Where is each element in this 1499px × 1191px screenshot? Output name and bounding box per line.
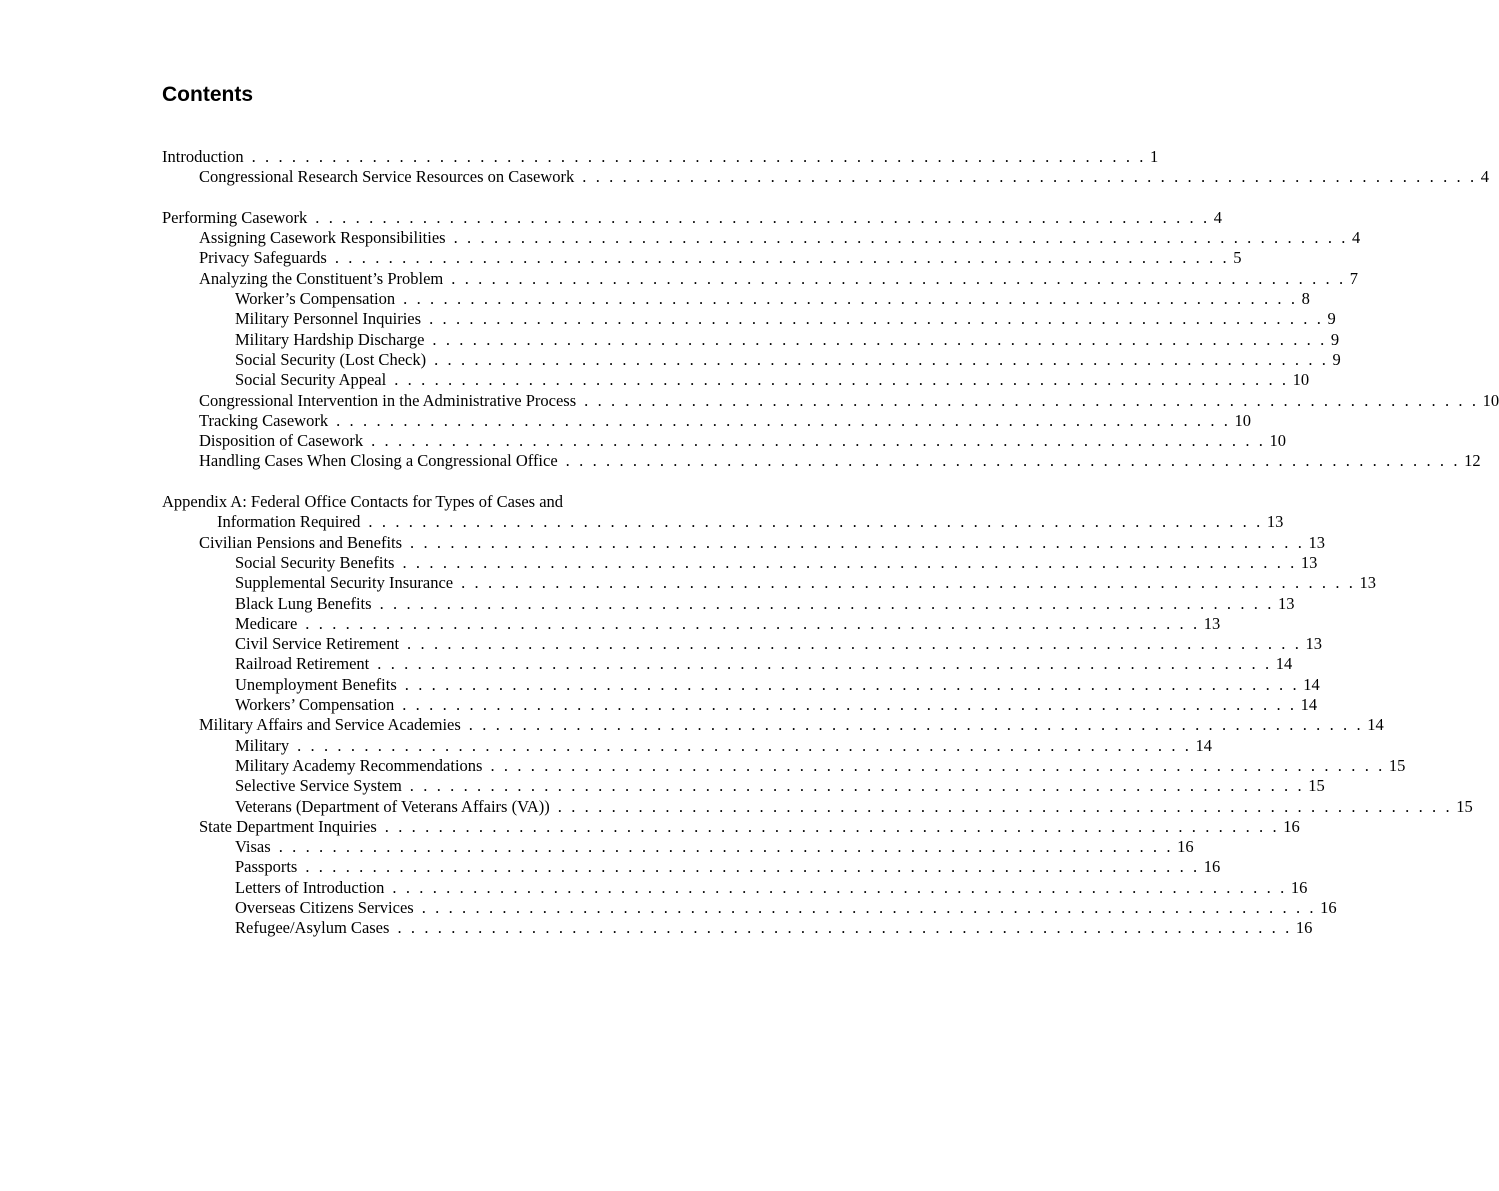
dot-leader: . . . . . . . . . . . . . . . . . . . . . . . . . . . . . . . . . . . . . . . . . . . . . . . . . . . . . . . . . . . . . . . . . . . (402, 552, 1297, 572)
toc-entry-privacy[interactable] (162, 248, 1242, 268)
dot-leader: . . . . . . . . . . . . . . . . . . . . . . . . . . . . . . . . . . . . . . . . . . . . . . . . . . . . . . . . . . . . . . . . . . . (278, 837, 1174, 857)
dot-leader: . . . . . . . . . . . . . . . . . . . . . . . . . . . . . . . . . . . . . . . . . . . . . . . . . . . . . . . . . . . . . . . . . . . (461, 573, 1356, 593)
toc-entry-analyzing[interactable] (162, 268, 1358, 289)
toc-entry-label: Introduction (162, 147, 244, 166)
toc-page-number: 8 (1301, 289, 1310, 309)
toc-entry-label: Privacy Safeguards (199, 248, 327, 268)
toc-page-number: 13 (1359, 573, 1377, 593)
dot-leader: . . . . . . . . . . . . . . . . . . . . . . . . . . . . . . . . . . . . . . . . . . . . . . . . . . . . . . . . . . . . . . . . . . . (392, 877, 1287, 897)
toc-entry-label: Workers’ Compensation (235, 695, 395, 715)
toc-page-number: 14 (1303, 674, 1320, 694)
toc-entry-label: Social Security Benefits (235, 552, 395, 572)
dot-leader: . . . . . . . . . . . . . . . . . . . . . . . . . . . . . . . . . . . . . . . . . . . . . . . . . . . . . . . . . . . . . . . . . . . (397, 918, 1292, 938)
toc-entry-label: Handling Cases When Closing a Congressional Office (199, 451, 558, 471)
toc-entry-military[interactable] (162, 735, 1213, 756)
toc-entry-refugee-asylum[interactable] (162, 918, 1313, 938)
dot-leader: . . . . . . . . . . . . . . . . . . . . . . . . . . . . . . . . . . . . . . . . . . . . . . . . . . . . . . . . . . . . . . . . . . . (429, 309, 1324, 329)
dot-leader: . . . . . . . . . . . . . . . . . . . . . . . . . . . . . . . . . . . . . . . . . . . . . . . . . . . . . . . . . . . . . . . . . . . (384, 816, 1280, 836)
toc-entry-label: Selective Service System (235, 776, 402, 796)
toc-entry-label: Medicare (235, 613, 298, 633)
dot-leader: . . . . . . . . . . . . . . . . . . . . . . . . . . . . . . . . . . . . . . . . . . . . . . . . . . . . . . . . . . . . . . . . . . . (305, 857, 1200, 877)
dot-leader: . . . . . . . . . . . . . . . . . . . . . . . . . . . . . . . . . . . . . . . . . . . . . . . . . . . . . . . . . . . . . . . . . . . (404, 674, 1300, 694)
toc-entry-closing-office[interactable] (162, 451, 1481, 471)
toc-entry-introduction[interactable] (162, 147, 1159, 167)
toc-page-number: 7 (1349, 268, 1358, 288)
toc-entry-visas[interactable] (162, 837, 1194, 857)
dot-leader: . . . . . . . . . . . . . . . . . . . . . . . . . . . . . . . . . . . . . . . . . . . . . . . . . . . . . . . . . . . . . . . . . . . (432, 329, 1327, 349)
toc-page-number: 4 (1480, 167, 1489, 187)
dot-leader: . . . . . . . . . . . . . . . . . . . . . . . . . . . . . . . . . . . . . . . . . . . . . . . . . . . . . . . . . . . . . . . . . . . (490, 755, 1385, 775)
dot-leader: . . . . . . . . . . . . . . . . . . . . . . . . . . . . . . . . . . . . . . . . . . . . . . . . . . . . . . . . . . . . . . . . . . . (368, 512, 1263, 532)
toc-page-number: 14 (1367, 715, 1384, 735)
toc-page-number: 1 (1150, 147, 1159, 166)
toc-page-number: 10 (1269, 431, 1287, 451)
toc-page-number: 9 (1332, 349, 1341, 369)
dot-leader: . . . . . . . . . . . . . . . . . . . . . . . . . . . . . . . . . . . . . . . . . . . . . . . . . . . . . . . . . . . . . . . . . . . (557, 796, 1453, 816)
toc-entry-tracking[interactable] (162, 410, 1252, 431)
toc-page-number: 13 (1305, 634, 1322, 654)
toc-entry-label: Congressional Research Service Resources on Casework (199, 167, 575, 187)
toc-page-number: 13 (1203, 613, 1221, 633)
dot-leader: . . . . . . . . . . . . . . . . . . . . . . . . . . . . . . . . . . . . . . . . . . . . . . . . . . . . . . . . . . . . . . . . . . . (315, 207, 1210, 227)
dot-leader: . . . . . . . . . . . . . . . . . . . . . . . . . . . . . . . . . . . . . . . . . . . . . . . . . . . . . . . . . . . . . . . . . . . (403, 289, 1298, 309)
toc-entry-label: Performing Casework (162, 207, 308, 227)
toc-entry-academy-recommendations[interactable] (162, 755, 1406, 776)
toc-page-number: 10 (1234, 410, 1252, 430)
toc-entry-label: Social Security Appeal (235, 370, 387, 390)
toc-page-number: 16 (1320, 897, 1337, 917)
dot-leader: . . . . . . . . . . . . . . . . . . . . . . . . . . . . . . . . . . . . . . . . . . . . . . . . . . . . . . . . . . . . . . . . . . . (336, 410, 1231, 430)
toc-entry-ssi[interactable] (162, 573, 1377, 593)
toc-page-number: 16 (1290, 877, 1308, 897)
toc-entry-civilian-pensions[interactable] (162, 532, 1325, 553)
toc-page-number: 10 (1292, 370, 1310, 390)
toc-entry-label: Social Security (Lost Check) (235, 349, 427, 369)
toc-entry-label: Supplemental Security Insurance (235, 573, 454, 593)
toc-entry-overseas-citizens[interactable] (162, 897, 1337, 918)
toc-entry-crs-resources[interactable] (162, 167, 1489, 187)
toc-entry-label: Refugee/Asylum Cases (235, 918, 390, 938)
toc-page-number: 4 (1352, 228, 1361, 248)
toc-page-number: 9 (1330, 329, 1340, 349)
toc-page-number: 13 (1300, 552, 1318, 572)
toc-page-number: 16 (1177, 837, 1194, 857)
toc-page-number: 15 (1308, 776, 1325, 796)
toc-entry-label: Letters of Introduction (235, 877, 385, 897)
toc-page-number: 14 (1195, 735, 1213, 755)
dot-leader: . . . . . . . . . . . . . . . . . . . . . . . . . . . . . . . . . . . . . . . . . . . . . . . . . . . . . . . . . . . . . . . . . . . (334, 248, 1230, 268)
dot-leader: . . . . . . . . . . . . . . . . . . . . . . . . . . . . . . . . . . . . . . . . . . . . . . . . . . . . . . . . . . . . . . . . . . . (402, 695, 1297, 715)
toc-entry-label: Military Academy Recommendations (235, 755, 483, 775)
dot-leader: . . . . . . . . . . . . . . . . . . . . . . . . . . . . . . . . . . . . . . . . . . . . . . . . . . . . . . . . . . . . . . . . . . . (407, 634, 1302, 654)
dot-leader: . . . . . . . . . . . . . . . . . . . . . . . . . . . . . . . . . . . . . . . . . . . . . . . . . . . . . . . . . . . . . . . . . . . (410, 532, 1305, 552)
toc-entry-military-personnel[interactable] (162, 309, 1336, 329)
dot-leader: . . . . . . . . . . . . . . . . . . . . . . . . . . . . . . . . . . . . . . . . . . . . . . . . . . . . . . . . . . . . . . . . . . . (421, 897, 1317, 917)
dot-leader: . . . . . . . . . . . . . . . . . . . . . . . . . . . . . . . . . . . . . . . . . . . . . . . . . . . . . . . . . . . . . . . . . . . (453, 228, 1349, 248)
toc-entry-ss-lost-check[interactable] (162, 349, 1341, 370)
toc-entry-ss-benefits[interactable] (162, 552, 1318, 573)
toc-entry-medicare[interactable] (162, 613, 1221, 634)
toc-entry-passports[interactable] (162, 857, 1221, 877)
toc-entry-appendix-a-line1[interactable] (162, 492, 759, 512)
toc-entry-label: Tracking Casework (199, 410, 329, 430)
dot-leader: . . . . . . . . . . . . . . . . . . . . . . . . . . . . . . . . . . . . . . . . . . . . . . . . . . . . . . . . . . . . . . . . . . . (451, 268, 1346, 288)
toc-page-number: 9 (1327, 309, 1336, 329)
table-of-contents (162, 147, 1499, 939)
toc-entry-black-lung[interactable] (162, 593, 1295, 614)
dot-leader: . . . . . . . . . . . . . . . . . . . . . . . . . . . . . . . . . . . . . . . . . . . . . . . . . . . . . . . . . . . . . . . . . . . (565, 451, 1461, 471)
toc-entry-label: Appendix A: Federal Office Contacts for Types of Cases and (162, 492, 564, 512)
toc-entry-label: Black Lung Benefits (235, 593, 372, 613)
section-spacer (162, 472, 759, 492)
toc-entry-congressional-intervention[interactable] (162, 390, 1499, 411)
toc-entry-railroad[interactable] (162, 654, 1293, 674)
toc-entry-label: Veterans (Department of Veterans Affairs (VA)) (235, 796, 550, 816)
toc-page-number: 12 (1464, 451, 1481, 471)
toc-page-number: 4 (1213, 207, 1222, 227)
toc-entry-appendix-a-line2[interactable] (162, 512, 1284, 532)
dot-leader: . . . . . . . . . . . . . . . . . . . . . . . . . . . . . . . . . . . . . . . . . . . . . . . . . . . . . . . . . . . . . . . . . . . (582, 167, 1477, 187)
toc-entry-unemployment[interactable] (162, 674, 1320, 695)
toc-page-number: 13 (1278, 593, 1295, 613)
toc-entry-label: Assigning Casework Responsibilities (199, 228, 446, 248)
dot-leader: . . . . . . . . . . . . . . . . . . . . . . . . . . . . . . . . . . . . . . . . . . . . . . . . . . . . . . . . . . . . . . . . . . . (377, 654, 1272, 674)
toc-page-number: 13 (1308, 532, 1325, 552)
toc-entry-workers-compensation[interactable] (162, 695, 1318, 715)
dot-leader: . . . . . . . . . . . . . . . . . . . . . . . . . . . . . . . . . . . . . . . . . . . . . . . . . . . . . . . . . . . . . . . . . . . (434, 349, 1329, 369)
dot-leader: . . . . . . . . . . . . . . . . . . . . . . . . . . . . . . . . . . . . . . . . . . . . . . . . . . . . . . . . . . . . . . . . . . . (297, 735, 1192, 755)
toc-entry-label: Military Personnel Inquiries (235, 309, 422, 329)
dot-leader: . . . . . . . . . . . . . . . . . . . . . . . . . . . . . . . . . . . . . . . . . . . . . . . . . . . . . . . . . . . . . . . . . . . (371, 431, 1266, 451)
toc-entry-military-hardship[interactable] (162, 329, 1340, 350)
page-title: Contents (162, 83, 253, 106)
toc-page-number: 15 (1388, 755, 1406, 775)
dot-leader: . . . . . . . . . . . . . . . . . . . . . . . . . . . . . . . . . . . . . . . . . . . . . . . . . . . . . . . . . . . . . . . . . . . (305, 613, 1200, 633)
toc-entry-label: Military (235, 735, 290, 755)
toc-entry-label: Worker’s Compensation (235, 289, 396, 309)
toc-entry-performing-casework[interactable] (162, 207, 1222, 228)
toc-page-number: 15 (1456, 796, 1473, 816)
dot-leader: . . . . . . . . . . . . . . . . . . . . . . . . . . . . . . . . . . . . . . . . . . . . . . . . . . . . . . . . . . . . . . . . . . . (584, 390, 1479, 410)
dot-leader: . . . . . . . . . . . . . . . . . . . . . . . . . . . . . . . . . . . . . . . . . . . . . . . . . . . . . . . . . . . . . . . . . . . (394, 370, 1289, 390)
toc-entry-letters-introduction[interactable] (162, 877, 1308, 898)
toc-entry-civil-service[interactable] (162, 634, 1322, 654)
dot-leader: . . . . . . . . . . . . . . . . . . . . . . . . . . . . . . . . . . . . . . . . . . . . . . . . . . . . . . . . . . . . . . . . . . . (379, 593, 1274, 613)
toc-page-number: 10 (1482, 390, 1499, 410)
toc-entry-label: Visas (235, 837, 271, 857)
toc-page-number: 13 (1266, 512, 1284, 532)
toc-entry-label: Disposition of Casework (199, 431, 364, 451)
toc-entry-military-affairs[interactable] (162, 715, 1384, 735)
toc-entry-label: Information Required (217, 512, 361, 532)
toc-entry-assigning[interactable] (162, 228, 1361, 248)
toc-entry-selective-service[interactable] (162, 776, 1325, 796)
toc-entry-disposition[interactable] (162, 431, 1287, 451)
toc-page-number: 5 (1233, 248, 1242, 268)
toc-entry-label: Passports (235, 857, 298, 877)
toc-page-number: 16 (1283, 816, 1300, 836)
toc-entry-label: Civilian Pensions and Benefits (199, 532, 403, 552)
toc-entry-label: Unemployment Benefits (235, 674, 397, 694)
toc-entry-veterans[interactable] (162, 796, 1473, 817)
toc-entry-label: Congressional Intervention in the Administrative Process (199, 390, 577, 410)
toc-entry-label: Civil Service Retirement (235, 634, 400, 654)
toc-entry-label: Military Affairs and Service Academies (199, 715, 461, 735)
dot-leader: . . . . . . . . . . . . . . . . . . . . . . . . . . . . . . . . . . . . . . . . . . . . . . . . . . . . . . . . . . . . . . . . . . . (409, 776, 1305, 796)
toc-entry-workers-comp[interactable] (162, 289, 1310, 309)
toc-page-number: 16 (1203, 857, 1221, 877)
dot-leader: . . . . . . . . . . . . . . . . . . . . . . . . . . . . . . . . . . . . . . . . . . . . . . . . . . . . . . . . . . . . . . . . . . . (468, 715, 1364, 735)
toc-page-number: 14 (1300, 695, 1318, 715)
toc-entry-label: Military Hardship Discharge (235, 329, 425, 349)
toc-entry-ss-appeal[interactable] (162, 370, 1310, 390)
dot-leader: . . . . . . . . . . . . . . . . . . . . . . . . . . . . . . . . . . . . . . . . . . . . . . . . . . . . . . . . . . . . . . . . . . . (251, 147, 1147, 166)
toc-page-number: 16 (1295, 918, 1313, 938)
toc-entry-label: State Department Inquiries (199, 816, 377, 836)
toc-entry-label: Overseas Citizens Services (235, 897, 414, 917)
toc-entry-label: Analyzing the Constituent’s Problem (199, 268, 444, 288)
toc-entry-state-department[interactable] (162, 816, 1300, 837)
toc-page-number: 14 (1275, 654, 1293, 674)
section-spacer (162, 188, 759, 208)
toc-entry-label: Railroad Retirement (235, 654, 370, 674)
